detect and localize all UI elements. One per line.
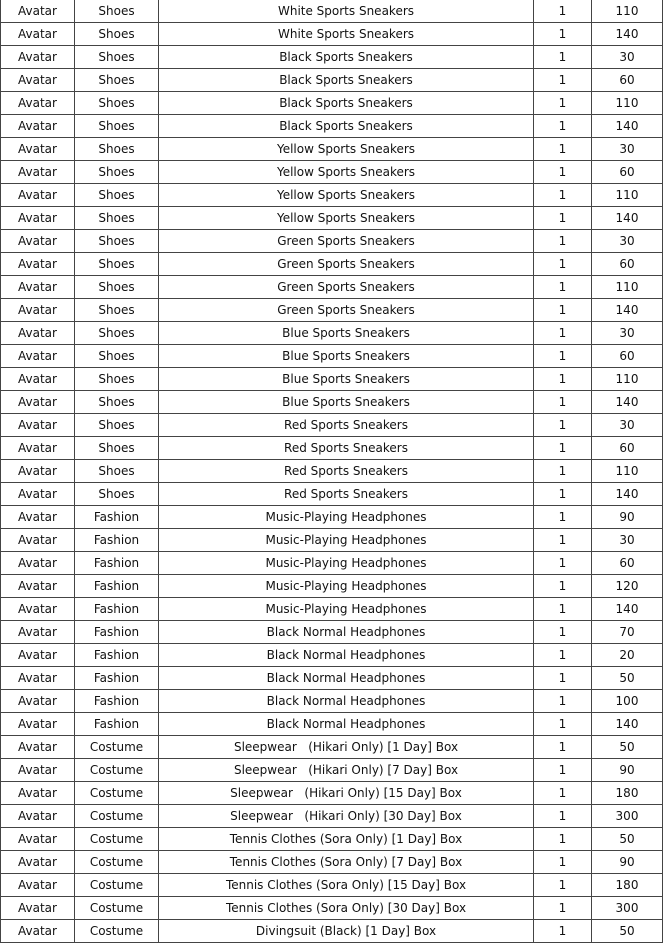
- quantity-cell: 1: [534, 828, 592, 851]
- category-cell: Avatar: [1, 667, 75, 690]
- item-name-cell: Black Normal Headphones: [159, 713, 534, 736]
- quantity-cell: 1: [534, 667, 592, 690]
- subcategory-cell: Fashion: [75, 598, 159, 621]
- category-cell: Avatar: [1, 230, 75, 253]
- category-cell: Avatar: [1, 782, 75, 805]
- category-cell: Avatar: [1, 46, 75, 69]
- subcategory-cell: Costume: [75, 782, 159, 805]
- price-cell: 60: [592, 253, 663, 276]
- quantity-cell: 1: [534, 460, 592, 483]
- category-cell: Avatar: [1, 437, 75, 460]
- price-cell: 140: [592, 23, 663, 46]
- subcategory-cell: Costume: [75, 920, 159, 943]
- quantity-cell: 1: [534, 920, 592, 943]
- price-cell: 50: [592, 920, 663, 943]
- category-cell: Avatar: [1, 805, 75, 828]
- quantity-cell: 1: [534, 0, 592, 23]
- subcategory-cell: Shoes: [75, 253, 159, 276]
- subcategory-cell: Shoes: [75, 0, 159, 23]
- quantity-cell: 1: [534, 736, 592, 759]
- subcategory-cell: Shoes: [75, 414, 159, 437]
- quantity-cell: 1: [534, 414, 592, 437]
- item-name-cell: Yellow Sports Sneakers: [159, 138, 534, 161]
- table-row: [1, 115, 663, 138]
- price-cell: 100: [592, 690, 663, 713]
- price-cell: 140: [592, 598, 663, 621]
- category-cell: Avatar: [1, 552, 75, 575]
- subcategory-cell: Costume: [75, 759, 159, 782]
- category-cell: Avatar: [1, 322, 75, 345]
- subcategory-cell: Shoes: [75, 368, 159, 391]
- item-name-cell: Black Normal Headphones: [159, 621, 534, 644]
- table-row: [1, 69, 663, 92]
- subcategory-cell: Shoes: [75, 276, 159, 299]
- price-cell: 60: [592, 69, 663, 92]
- table-row: [1, 391, 663, 414]
- category-cell: Avatar: [1, 506, 75, 529]
- category-cell: Avatar: [1, 828, 75, 851]
- item-name-cell: White Sports Sneakers: [159, 0, 534, 23]
- table-row: [1, 897, 663, 920]
- price-cell: 30: [592, 529, 663, 552]
- category-cell: Avatar: [1, 483, 75, 506]
- category-cell: Avatar: [1, 414, 75, 437]
- category-cell: Avatar: [1, 460, 75, 483]
- subcategory-cell: Shoes: [75, 207, 159, 230]
- price-cell: 60: [592, 161, 663, 184]
- subcategory-cell: Shoes: [75, 437, 159, 460]
- table-row: [1, 253, 663, 276]
- category-cell: Avatar: [1, 529, 75, 552]
- item-name-cell: Divingsuit (Black) [1 Day] Box: [159, 920, 534, 943]
- subcategory-cell: Fashion: [75, 713, 159, 736]
- subcategory-cell: Fashion: [75, 621, 159, 644]
- category-cell: Avatar: [1, 759, 75, 782]
- table-row: [1, 828, 663, 851]
- table-row: [1, 414, 663, 437]
- price-cell: 300: [592, 805, 663, 828]
- table-row: [1, 506, 663, 529]
- subcategory-cell: Shoes: [75, 391, 159, 414]
- category-cell: Avatar: [1, 598, 75, 621]
- item-name-cell: Blue Sports Sneakers: [159, 391, 534, 414]
- item-name-cell: Black Normal Headphones: [159, 667, 534, 690]
- price-cell: 50: [592, 736, 663, 759]
- quantity-cell: 1: [534, 897, 592, 920]
- table-row: [1, 552, 663, 575]
- table-row: [1, 322, 663, 345]
- quantity-cell: 1: [534, 552, 592, 575]
- item-name-cell: Sleepwear (Hikari Only) [7 Day] Box: [159, 759, 534, 782]
- item-name-cell: Blue Sports Sneakers: [159, 345, 534, 368]
- item-name-cell: Yellow Sports Sneakers: [159, 161, 534, 184]
- table-row: [1, 483, 663, 506]
- category-cell: Avatar: [1, 115, 75, 138]
- price-cell: 140: [592, 115, 663, 138]
- table-row: [1, 437, 663, 460]
- category-cell: Avatar: [1, 690, 75, 713]
- item-name-cell: Black Sports Sneakers: [159, 69, 534, 92]
- item-name-cell: Green Sports Sneakers: [159, 299, 534, 322]
- table-row: [1, 805, 663, 828]
- category-cell: Avatar: [1, 138, 75, 161]
- item-table-body: [1, 0, 663, 943]
- item-name-cell: Blue Sports Sneakers: [159, 368, 534, 391]
- price-cell: 50: [592, 667, 663, 690]
- table-row: [1, 575, 663, 598]
- quantity-cell: 1: [534, 276, 592, 299]
- category-cell: Avatar: [1, 897, 75, 920]
- category-cell: Avatar: [1, 736, 75, 759]
- item-name-cell: Tennis Clothes (Sora Only) [7 Day] Box: [159, 851, 534, 874]
- table-row: [1, 460, 663, 483]
- subcategory-cell: Shoes: [75, 46, 159, 69]
- table-row: [1, 184, 663, 207]
- subcategory-cell: Costume: [75, 897, 159, 920]
- price-cell: 140: [592, 299, 663, 322]
- item-name-cell: Black Sports Sneakers: [159, 46, 534, 69]
- subcategory-cell: Shoes: [75, 23, 159, 46]
- quantity-cell: 1: [534, 690, 592, 713]
- quantity-cell: 1: [534, 506, 592, 529]
- quantity-cell: 1: [534, 759, 592, 782]
- subcategory-cell: Costume: [75, 805, 159, 828]
- price-cell: 300: [592, 897, 663, 920]
- table-row: [1, 368, 663, 391]
- table-row: [1, 46, 663, 69]
- price-cell: 140: [592, 483, 663, 506]
- quantity-cell: 1: [534, 874, 592, 897]
- item-name-cell: Red Sports Sneakers: [159, 414, 534, 437]
- item-name-cell: Music-Playing Headphones: [159, 552, 534, 575]
- price-cell: 110: [592, 184, 663, 207]
- table-row: [1, 23, 663, 46]
- item-name-cell: Red Sports Sneakers: [159, 437, 534, 460]
- quantity-cell: 1: [534, 621, 592, 644]
- quantity-cell: 1: [534, 782, 592, 805]
- item-name-cell: Tennis Clothes (Sora Only) [1 Day] Box: [159, 828, 534, 851]
- table-row: [1, 299, 663, 322]
- table-row: [1, 621, 663, 644]
- item-name-cell: Green Sports Sneakers: [159, 230, 534, 253]
- category-cell: Avatar: [1, 299, 75, 322]
- price-cell: 140: [592, 207, 663, 230]
- subcategory-cell: Costume: [75, 874, 159, 897]
- item-name-cell: Black Sports Sneakers: [159, 92, 534, 115]
- category-cell: Avatar: [1, 575, 75, 598]
- table-row: [1, 92, 663, 115]
- quantity-cell: 1: [534, 644, 592, 667]
- quantity-cell: 1: [534, 391, 592, 414]
- item-name-cell: Music-Playing Headphones: [159, 506, 534, 529]
- category-cell: Avatar: [1, 0, 75, 23]
- subcategory-cell: Shoes: [75, 345, 159, 368]
- subcategory-cell: Fashion: [75, 552, 159, 575]
- quantity-cell: 1: [534, 575, 592, 598]
- table-row: [1, 759, 663, 782]
- price-cell: 110: [592, 92, 663, 115]
- price-cell: 120: [592, 575, 663, 598]
- table-row: [1, 138, 663, 161]
- category-cell: Avatar: [1, 161, 75, 184]
- table-row: [1, 598, 663, 621]
- item-name-cell: Music-Playing Headphones: [159, 529, 534, 552]
- quantity-cell: 1: [534, 483, 592, 506]
- category-cell: Avatar: [1, 713, 75, 736]
- quantity-cell: 1: [534, 805, 592, 828]
- category-cell: Avatar: [1, 621, 75, 644]
- subcategory-cell: Fashion: [75, 575, 159, 598]
- subcategory-cell: Shoes: [75, 115, 159, 138]
- category-cell: Avatar: [1, 368, 75, 391]
- subcategory-cell: Shoes: [75, 69, 159, 92]
- category-cell: Avatar: [1, 23, 75, 46]
- quantity-cell: 1: [534, 184, 592, 207]
- table-row: [1, 713, 663, 736]
- table-row: [1, 529, 663, 552]
- item-name-cell: Sleepwear (Hikari Only) [15 Day] Box: [159, 782, 534, 805]
- price-cell: 30: [592, 138, 663, 161]
- price-cell: 60: [592, 345, 663, 368]
- subcategory-cell: Shoes: [75, 184, 159, 207]
- category-cell: Avatar: [1, 69, 75, 92]
- price-cell: 50: [592, 828, 663, 851]
- item-name-cell: Black Normal Headphones: [159, 690, 534, 713]
- quantity-cell: 1: [534, 138, 592, 161]
- item-name-cell: White Sports Sneakers: [159, 23, 534, 46]
- price-cell: 70: [592, 621, 663, 644]
- quantity-cell: 1: [534, 322, 592, 345]
- subcategory-cell: Shoes: [75, 161, 159, 184]
- table-row: [1, 736, 663, 759]
- item-name-cell: Red Sports Sneakers: [159, 483, 534, 506]
- price-cell: 20: [592, 644, 663, 667]
- table-row: [1, 644, 663, 667]
- quantity-cell: 1: [534, 253, 592, 276]
- subcategory-cell: Shoes: [75, 138, 159, 161]
- table-row: [1, 667, 663, 690]
- quantity-cell: 1: [534, 161, 592, 184]
- item-name-cell: Green Sports Sneakers: [159, 276, 534, 299]
- item-name-cell: Tennis Clothes (Sora Only) [30 Day] Box: [159, 897, 534, 920]
- subcategory-cell: Fashion: [75, 529, 159, 552]
- price-cell: 30: [592, 46, 663, 69]
- table-row: [1, 690, 663, 713]
- category-cell: Avatar: [1, 920, 75, 943]
- quantity-cell: 1: [534, 713, 592, 736]
- category-cell: Avatar: [1, 874, 75, 897]
- price-cell: 110: [592, 0, 663, 23]
- quantity-cell: 1: [534, 368, 592, 391]
- item-name-cell: Yellow Sports Sneakers: [159, 184, 534, 207]
- quantity-cell: 1: [534, 851, 592, 874]
- quantity-cell: 1: [534, 46, 592, 69]
- item-name-cell: Black Normal Headphones: [159, 644, 534, 667]
- price-cell: 180: [592, 874, 663, 897]
- subcategory-cell: Costume: [75, 736, 159, 759]
- category-cell: Avatar: [1, 276, 75, 299]
- quantity-cell: 1: [534, 345, 592, 368]
- item-name-cell: Sleepwear (Hikari Only) [1 Day] Box: [159, 736, 534, 759]
- category-cell: Avatar: [1, 345, 75, 368]
- price-cell: 60: [592, 552, 663, 575]
- price-cell: 180: [592, 782, 663, 805]
- table-row: [1, 207, 663, 230]
- quantity-cell: 1: [534, 92, 592, 115]
- item-name-cell: Yellow Sports Sneakers: [159, 207, 534, 230]
- quantity-cell: 1: [534, 207, 592, 230]
- table-row: [1, 230, 663, 253]
- item-name-cell: Green Sports Sneakers: [159, 253, 534, 276]
- quantity-cell: 1: [534, 598, 592, 621]
- category-cell: Avatar: [1, 391, 75, 414]
- table-row: [1, 782, 663, 805]
- subcategory-cell: Fashion: [75, 690, 159, 713]
- price-cell: 110: [592, 276, 663, 299]
- price-cell: 110: [592, 460, 663, 483]
- category-cell: Avatar: [1, 851, 75, 874]
- price-cell: 90: [592, 506, 663, 529]
- price-cell: 140: [592, 713, 663, 736]
- price-cell: 30: [592, 230, 663, 253]
- subcategory-cell: Fashion: [75, 667, 159, 690]
- category-cell: Avatar: [1, 184, 75, 207]
- table-row: [1, 0, 663, 23]
- table-row: [1, 874, 663, 897]
- quantity-cell: 1: [534, 23, 592, 46]
- subcategory-cell: Shoes: [75, 299, 159, 322]
- subcategory-cell: Costume: [75, 851, 159, 874]
- item-name-cell: Sleepwear (Hikari Only) [30 Day] Box: [159, 805, 534, 828]
- subcategory-cell: Shoes: [75, 230, 159, 253]
- item-name-cell: Red Sports Sneakers: [159, 460, 534, 483]
- item-name-cell: Blue Sports Sneakers: [159, 322, 534, 345]
- quantity-cell: 1: [534, 529, 592, 552]
- price-cell: 90: [592, 851, 663, 874]
- quantity-cell: 1: [534, 115, 592, 138]
- quantity-cell: 1: [534, 437, 592, 460]
- quantity-cell: 1: [534, 230, 592, 253]
- subcategory-cell: Costume: [75, 828, 159, 851]
- table-row: [1, 161, 663, 184]
- table-row: [1, 851, 663, 874]
- subcategory-cell: Shoes: [75, 92, 159, 115]
- item-name-cell: Tennis Clothes (Sora Only) [15 Day] Box: [159, 874, 534, 897]
- subcategory-cell: Shoes: [75, 460, 159, 483]
- table-row: [1, 345, 663, 368]
- price-cell: 30: [592, 414, 663, 437]
- table-row: [1, 920, 663, 943]
- quantity-cell: 1: [534, 299, 592, 322]
- price-cell: 90: [592, 759, 663, 782]
- category-cell: Avatar: [1, 92, 75, 115]
- subcategory-cell: Fashion: [75, 506, 159, 529]
- price-cell: 30: [592, 322, 663, 345]
- item-name-cell: Black Sports Sneakers: [159, 115, 534, 138]
- subcategory-cell: Shoes: [75, 483, 159, 506]
- price-cell: 60: [592, 437, 663, 460]
- subcategory-cell: Fashion: [75, 644, 159, 667]
- quantity-cell: 1: [534, 69, 592, 92]
- price-cell: 110: [592, 368, 663, 391]
- item-name-cell: Music-Playing Headphones: [159, 575, 534, 598]
- table-row: [1, 276, 663, 299]
- category-cell: Avatar: [1, 644, 75, 667]
- category-cell: Avatar: [1, 207, 75, 230]
- category-cell: Avatar: [1, 253, 75, 276]
- price-cell: 140: [592, 391, 663, 414]
- subcategory-cell: Shoes: [75, 322, 159, 345]
- item-name-cell: Music-Playing Headphones: [159, 598, 534, 621]
